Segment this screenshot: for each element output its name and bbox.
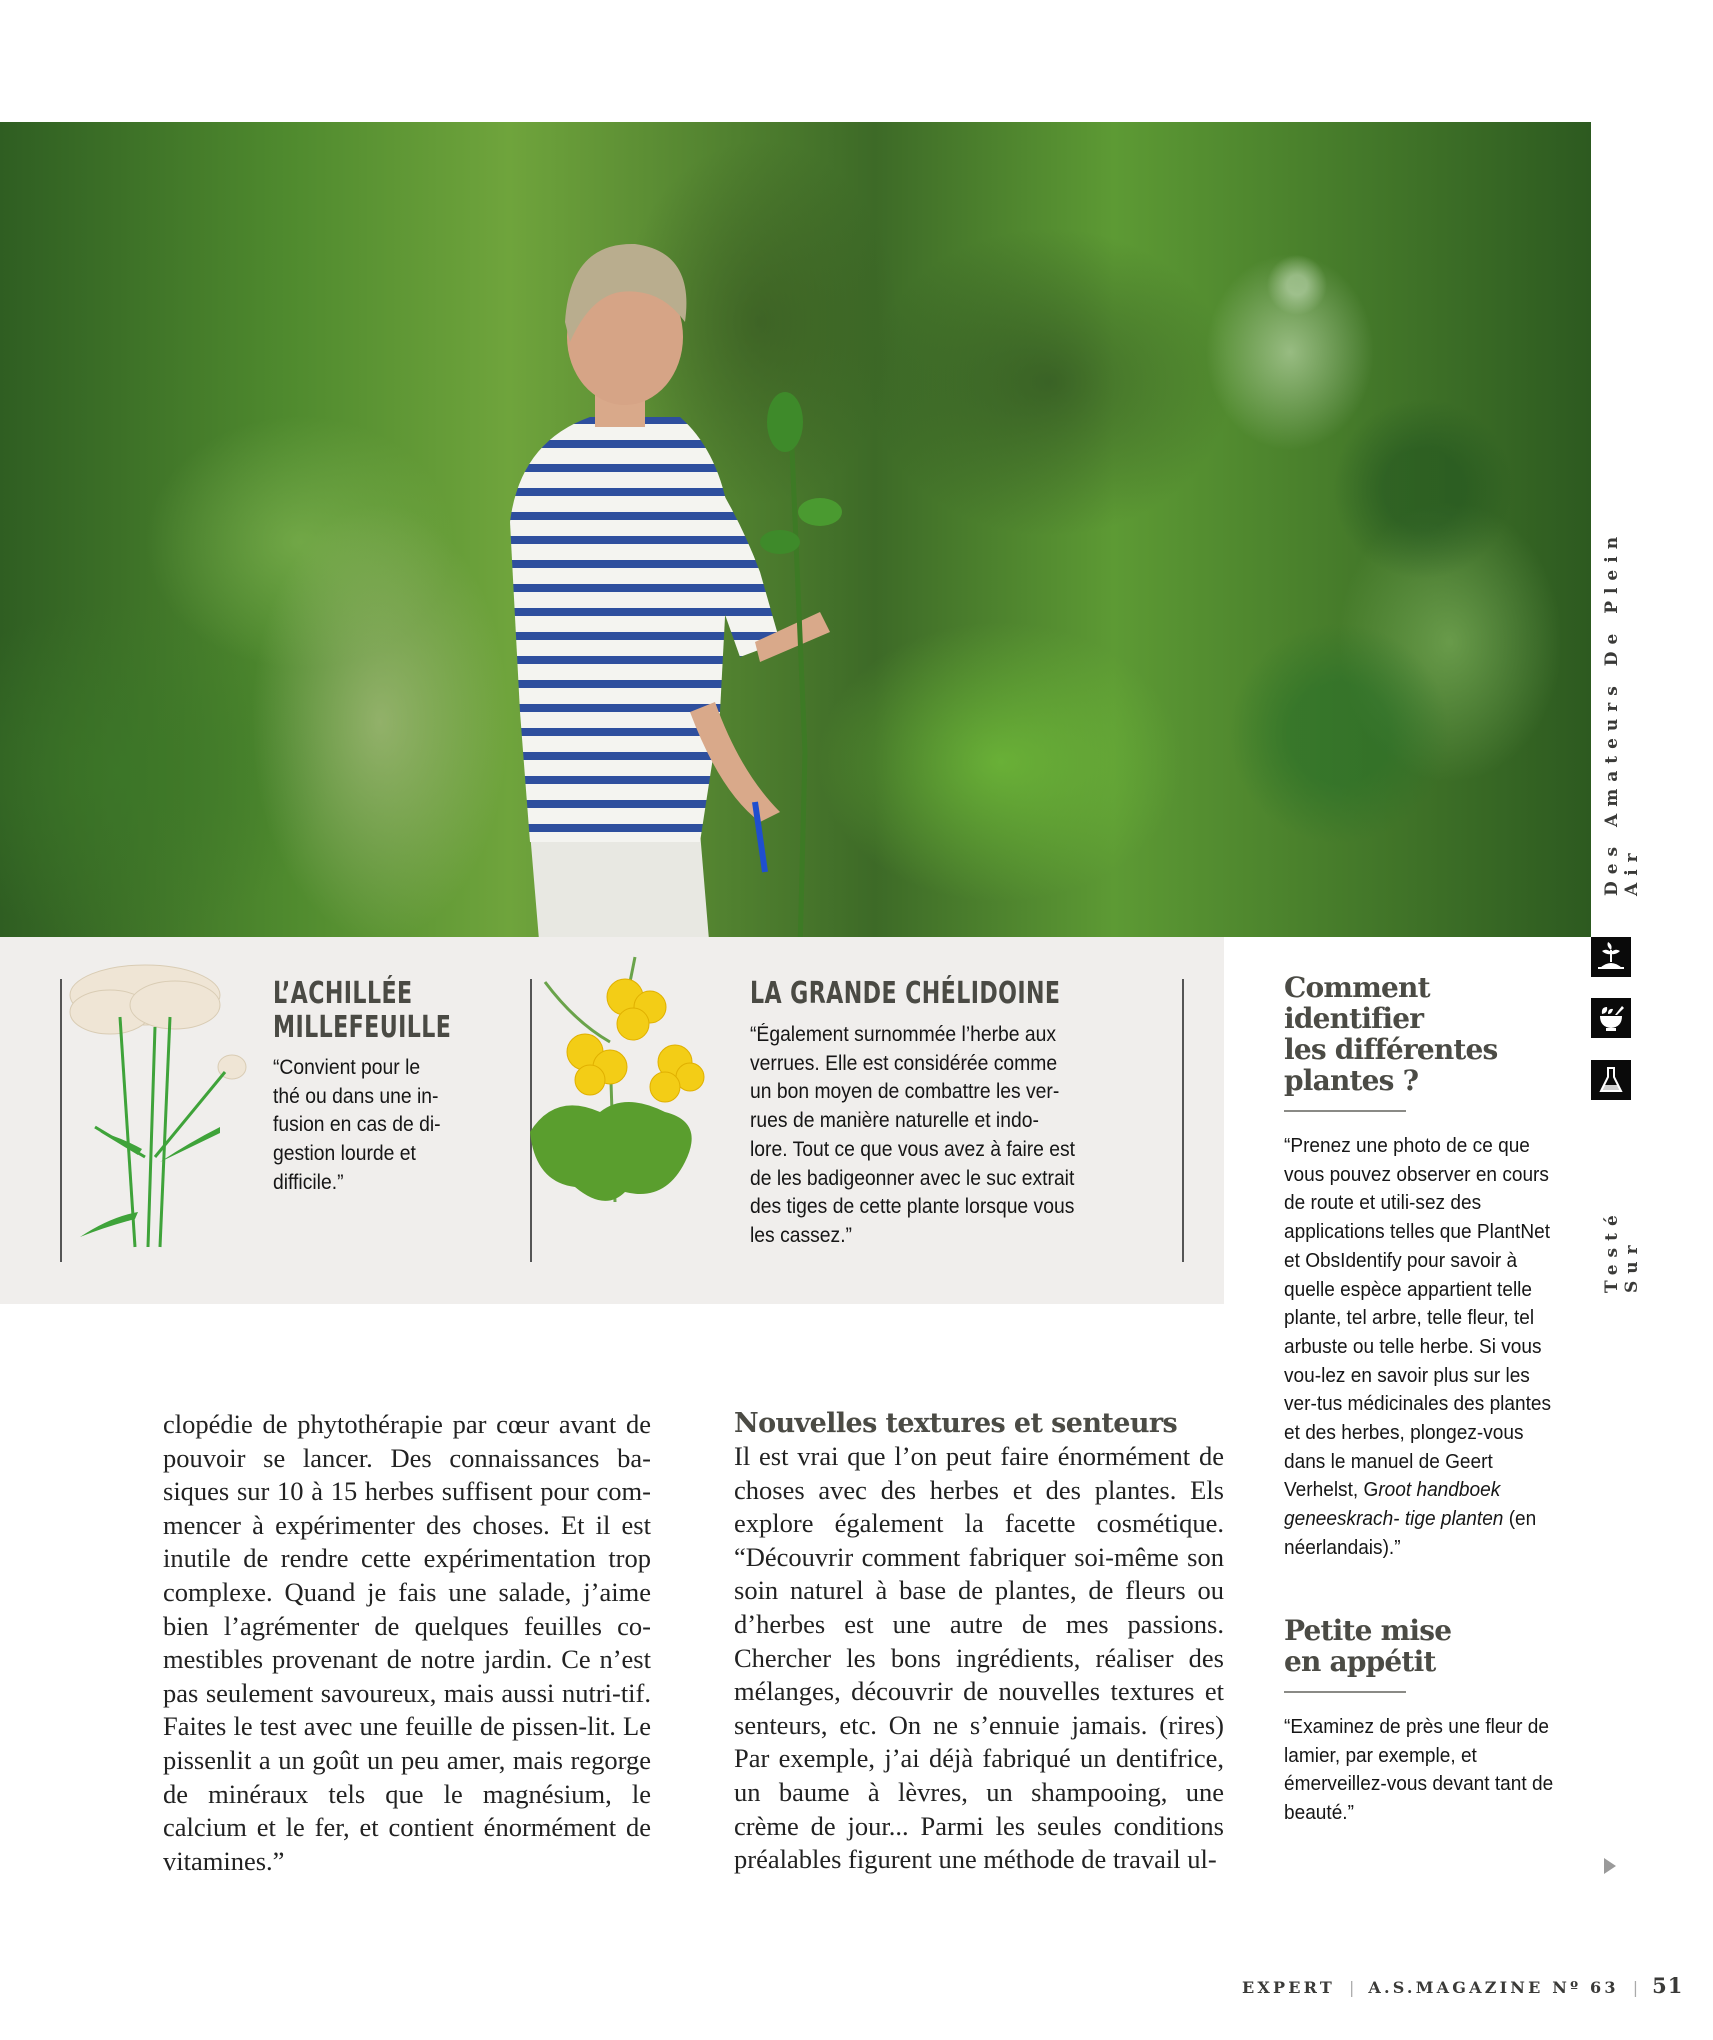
sidebar-heading: Petite mise en appétit (1284, 1614, 1452, 1678)
sidebar-identify-plants (1284, 972, 1584, 1563)
footer-separator: | (1632, 1978, 1639, 1997)
foliage (1171, 122, 1591, 937)
page-footer (1242, 1973, 1683, 1998)
article-paragraph: Il est vrai que l’on peut faire énormément de choses avec des herbes et des plantes. Els explore également la facette cosmétique. “Découvrir comment fabriquer soi-même son soin naturel à base de plantes, de fleurs ou d’herbes est une autre de mes passions. Chercher les bons ingrédients, réaliser des mélanges, découvrir de nouvelles textures et senteurs, etc. On ne s’ennuie jamais. (rires) Par exemple, j’ai déjà fabriqué un dentifrice, un baume à lèvres, un shampooing, une crème de jour... Parmi les seules conditions préalables figurent une méthode de travail ul- (734, 1441, 1224, 1875)
continue-arrow-icon (1604, 1858, 1616, 1874)
divider (1284, 1110, 1406, 1112)
flask-icon (1591, 1060, 1631, 1100)
article-column-2 (734, 1408, 1224, 1877)
plant-quote: “Convient pour le thé ou dans une in- fusion en cas de di- gestion lourde et difficile.” (273, 1056, 441, 1194)
sidebar-appetizer (1284, 1615, 1584, 1828)
plant-quote: “Également surnommée l’herbe aux verrues. Elle est considérée comme un bon moyen de combattre les ver- rues de manière naturelle et indo- lore. Tout ce que vous avez à faire est de les badigeonner avec le suc extrait des tiges de cette plante lorsque vous les cassez.” (750, 1023, 1076, 1247)
plants-info-box (0, 937, 1224, 1304)
woman-figure (460, 192, 960, 937)
section-heading: Nouvelles textures et senteurs (734, 1408, 1178, 1439)
divider (1284, 1691, 1406, 1693)
hero-photo (0, 122, 1591, 937)
rail-label-outdoor: Des Amateurs De Plein Air (1602, 529, 1642, 896)
divider (1182, 979, 1184, 1262)
footer-magazine: A.S.MAGAZINE Nº 63 (1368, 1978, 1619, 1997)
sidebar-text: “Prenez une photo de ce que vous pouvez observer en cours de route et utili-sez des applications telles que PlantNet et ObsIdentify pour savoir à quelle espèce appartient telle plante, tel arbre, telle fleur, tel arbuste ou telle herbe. Si vous vou-lez en savoir plus sur les ver-tus médicinales des plantes et des herbes, plongez-vous dans le manuel de Geert Verhelst, Groot handboek geneeskrach- tige planten (en néerlandais).” (1284, 1134, 1552, 1559)
article-paragraph: clopédie de phytothérapie par cœur avant de pouvoir se lancer. Des connaissances ba-siques sur 10 à 15 herbes suffisent pour com-mencer à expérimenter des choses. Et il est inutile de rendre cette expérimentation trop complexe. Quand je fais une salade, j’aime bien l’agrémenter de quelques feuilles co-mestibles provenant de notre jardin. Ce n’est pas seulement savoureux, mais aussi nutri-tif. Faites le test avec une feuille de pissen-lit. Le pissenlit a un goût un peu amer, mais regorge de minéraux tels que le magnésium, le calcium et le fer, et contient énormément de vitamines.” (163, 1409, 651, 1876)
rail-label-tested: Testé Sur (1602, 1208, 1642, 1293)
sidebar-heading: Comment identifier les différentes plantes ? (1284, 971, 1498, 1097)
sprout-icon (1591, 937, 1631, 977)
footer-section: EXPERT (1242, 1978, 1335, 1997)
article-column-1 (163, 1408, 651, 1878)
page-number: 51 (1652, 1973, 1684, 1998)
sidebar-text: “Examinez de près une fleur de lamier, par exemple, et émerveillez-vous devant tant de beauté.” (1284, 1715, 1554, 1825)
yarrow-illustration (60, 957, 250, 1257)
footer-separator: | (1348, 1978, 1355, 1997)
celandine-illustration (515, 952, 715, 1222)
plant-title: L’ACHILLÉE MILLEFEUILLE (273, 976, 452, 1045)
mortar-pestle-icon (1591, 998, 1631, 1038)
plant-title: LA GRANDE CHÉLIDOINE (750, 976, 1061, 1011)
